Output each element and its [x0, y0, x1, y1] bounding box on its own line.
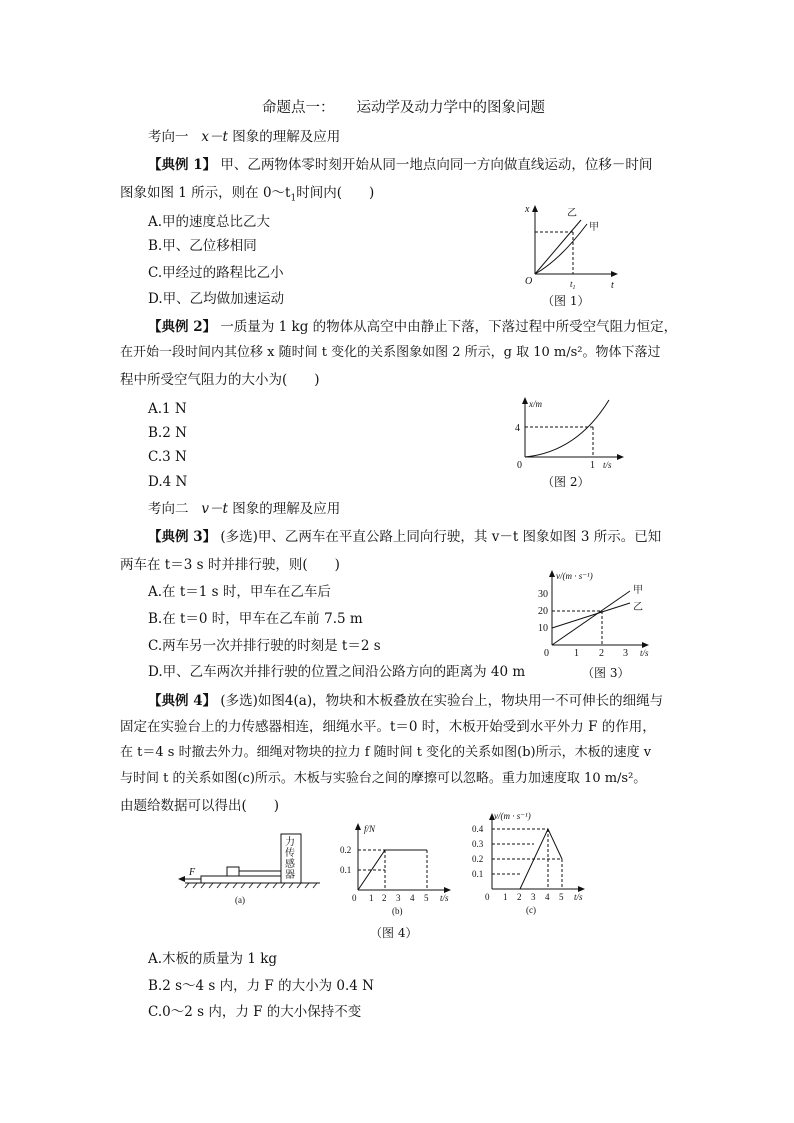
fig1-x-arrow [532, 205, 538, 212]
fig3-y-tick-10: 10 [538, 623, 548, 634]
fig1-x-label: x [525, 204, 530, 215]
fig1-yi-line [535, 220, 581, 274]
fig4a-board [201, 876, 283, 883]
fig4a-label: (a) [235, 895, 245, 905]
fig2-x-arrow [522, 397, 528, 404]
example-4-line1 [148, 692, 663, 710]
direction-two-label: 考向二 [148, 501, 189, 517]
fig4b-f-arrow [355, 823, 361, 830]
example-4-tag: 【典例 4】 [148, 693, 217, 709]
fig4a-sensor-char-1: 力 [285, 837, 295, 848]
fig4c-label: (c) [526, 905, 536, 915]
fig4c-origin: 0 [485, 892, 490, 902]
fig4b-origin: 0 [352, 893, 357, 903]
fig3-y-label: v/(m · s⁻¹) [556, 571, 593, 581]
fig2-y-tick: 4 [515, 423, 520, 434]
fig3-yi-label: 乙 [633, 602, 643, 613]
example-1-option-c: C.甲经过的路程比乙小 [148, 265, 284, 281]
example-2-line1 [148, 318, 677, 336]
fig4b-y-label: f/N [364, 824, 376, 834]
figure-2-caption: （图 2） [542, 475, 590, 489]
fig3-y-tick-30: 30 [538, 589, 548, 600]
figure-4c-graph [470, 810, 600, 916]
fig1-yi-label: 乙 [567, 208, 577, 219]
figure-1-caption: （图 1） [542, 294, 590, 308]
fig4b-x-tick-2: 2 [382, 893, 387, 903]
fig3-jia-label: 甲 [633, 585, 643, 596]
figure-1-graph [515, 200, 625, 290]
fig4a-hatching [185, 883, 317, 888]
fig4c-y-tick-01: 0.1 [472, 869, 484, 879]
example-2-tag: 【典例 2】 [148, 319, 217, 335]
example-3-option-a: A.在 t＝1 s 时，甲车在乙车后 [148, 584, 331, 600]
fig4c-x-tick-3: 3 [531, 892, 536, 902]
fig4b-x-tick-3: 3 [396, 893, 401, 903]
fig4a-sensor-char-4: 器 [285, 870, 295, 881]
fig2-y-label: x/m [529, 399, 542, 409]
fig4c-y-tick-02: 0.2 [472, 854, 484, 864]
fig4c-y-tick-04: 0.4 [472, 824, 484, 834]
example-1-option-d: D.甲、乙均做加速运动 [148, 291, 285, 307]
fig3-origin: 0 [544, 648, 549, 659]
example-1-option-a: A.甲的速度总比乙大 [148, 214, 271, 230]
direction-one-text: 图象的理解及应用 [232, 129, 341, 145]
fig4b-x-tick-1: 1 [369, 893, 374, 903]
example-1-text2a: 图象如图 1 所示，则在 0～t [120, 185, 291, 201]
fig3-yi-line [552, 603, 630, 628]
fig4a-sensor-char-2: 传 [285, 848, 295, 859]
example-2-line2: 在开始一段时间内其位移 x 随时间 t 变化的关系图象如图 2 所示，g 取 10 m/s²。物体下落过 [120, 345, 661, 360]
fig2-origin: 0 [517, 460, 522, 471]
example-3-option-b: B.在 t＝0 时，甲车在乙车前 7.5 m [148, 611, 363, 627]
fig4a-block [227, 867, 239, 876]
fig1-origin: O [525, 276, 533, 287]
direction-one-heading [148, 128, 340, 146]
fig1-t1-sub: 1 [572, 285, 576, 291]
example-1-option-b: B.甲、乙位移相同 [148, 238, 257, 254]
example-2-option-a: A.1 N [148, 401, 187, 417]
figure-3-graph [530, 565, 660, 660]
fig4b-x-tick-5: 5 [424, 893, 429, 903]
direction-two-variable: v－t [201, 501, 228, 517]
fig3-v-arrow [549, 570, 555, 577]
fig4c-y-tick-03: 0.3 [472, 839, 484, 849]
fig4b-x-tick-4: 4 [410, 893, 415, 903]
example-3-line1 [148, 528, 661, 546]
fig3-x-tick-3: 3 [623, 648, 628, 659]
fig1-t1-main: t [570, 279, 573, 289]
example-4-option-c: C.0～2 s 内，力 F 的大小保持不变 [148, 1004, 362, 1020]
fig4b-y-tick-01: 0.1 [340, 865, 352, 875]
fig3-x-tick-2: 2 [599, 648, 604, 659]
fig4c-x-tick-2: 2 [517, 892, 522, 902]
example-1-subscript: 1 [290, 193, 297, 204]
example-3-line2: 两车在 t＝3 s 时并排行驶，则( ) [120, 557, 340, 573]
title-prefix: 命题点一： [262, 100, 335, 116]
fig3-jia-line [552, 591, 630, 645]
example-2-option-b: B.2 N [148, 425, 187, 441]
fig3-x-tick-1: 1 [574, 648, 579, 659]
example-4-line3: 在 t＝4 s 时撤去外力。细绳对物块的拉力 f 随时间 t 变化的关系如图(b)所示，木板的速度 v [120, 745, 652, 760]
fig1-t-arrow [611, 271, 618, 277]
example-4-option-a: A.木板的质量为 1 kg [148, 951, 278, 967]
example-1-text2b: 时间内( ) [296, 185, 375, 201]
fig2-x-label: t/s [603, 460, 612, 470]
direction-two-heading [148, 500, 340, 518]
example-2-text1: 一质量为 1 kg 的物体从高空中由静止下落，下落过程中所受空气阻力恒定， [220, 319, 678, 335]
fig3-x-label: t/s [640, 648, 649, 658]
title-main: 运动学及动力学中的图象问题 [356, 100, 545, 116]
example-1-tag: 【典例 1】 [148, 157, 217, 173]
example-4-line5: 由题给数据可以得出( ) [120, 798, 280, 814]
example-4-line2: 固定在实验台上的力传感器相连，细绳水平。t＝0 时，木板开始受到水平外力 F 的作用， [120, 719, 656, 735]
example-4-text1: (多选)如图4(a)，物块和木板叠放在实验台上，物块用一不可伸长的细绳与 [220, 693, 664, 709]
figure-4b-graph [340, 818, 465, 916]
fig4b-y-tick-02: 0.2 [340, 845, 352, 855]
fig4c-x-tick-1: 1 [503, 892, 508, 902]
fig4c-x-tick-4: 4 [545, 892, 550, 902]
example-3-option-d: D.甲、乙车两次并排行驶的位置之间沿公路方向的距离为 40 m [148, 664, 526, 680]
direction-one-variable: x－t [201, 129, 228, 145]
fig4b-label: (b) [392, 906, 403, 916]
fig1-t1-label [570, 279, 576, 291]
figure-2-graph [505, 394, 630, 474]
fig2-t-arrow [617, 454, 624, 460]
direction-one-label: 考向一 [148, 129, 189, 145]
fig2-x-tick: 1 [590, 460, 595, 471]
example-2-line3: 程中所受空气阻力的大小为( ) [120, 372, 320, 388]
fig4b-x-label: t/s [440, 893, 449, 903]
fig1-jia-label: 甲 [589, 222, 599, 233]
example-4-line4: 与时间 t 的关系如图(c)所示。木板与实验台之间的摩擦可以忽略。重力加速度取 10 m/s²。 [120, 771, 647, 786]
example-3-text1: (多选)甲、乙两车在平直公路上同向行驶，其 v－t 图象如图 3 所示。已知 [220, 529, 662, 545]
example-2-option-c: C.3 N [148, 449, 187, 465]
example-1-line2 [120, 184, 374, 208]
fig4c-x-tick-5: 5 [559, 892, 564, 902]
fig4c-curve [520, 829, 562, 889]
figure-3-caption: （图 3） [582, 666, 630, 680]
fig1-t-label: t [611, 280, 614, 291]
fig4a-force-arrow [178, 876, 185, 882]
fig4c-y-label: v/(m · s⁻¹) [494, 811, 531, 821]
example-1-text1: 甲、乙两物体零时刻开始从同一地点向同一方向做直线运动，位移－时间 [220, 157, 653, 173]
fig3-y-tick-20: 20 [538, 606, 548, 617]
figure-4-caption: （图 4） [370, 926, 418, 940]
example-3-option-c: C.两车另一次并排行驶的时刻是 t＝2 s [148, 638, 381, 654]
fig4c-x-label: t/s [574, 892, 583, 902]
fig4a-sensor-char-3: 感 [285, 859, 295, 870]
section-title [262, 99, 545, 117]
fig4a-force-label: F [189, 867, 196, 878]
direction-two-text: 图象的理解及应用 [232, 501, 341, 517]
example-1-line1 [148, 156, 652, 174]
example-2-option-d: D.4 N [148, 474, 188, 490]
figure-4a-apparatus [175, 826, 325, 908]
example-4-option-b: B.2 s～4 s 内，力 F 的大小为 0.4 N [148, 978, 374, 994]
example-3-tag: 【典例 3】 [148, 529, 217, 545]
